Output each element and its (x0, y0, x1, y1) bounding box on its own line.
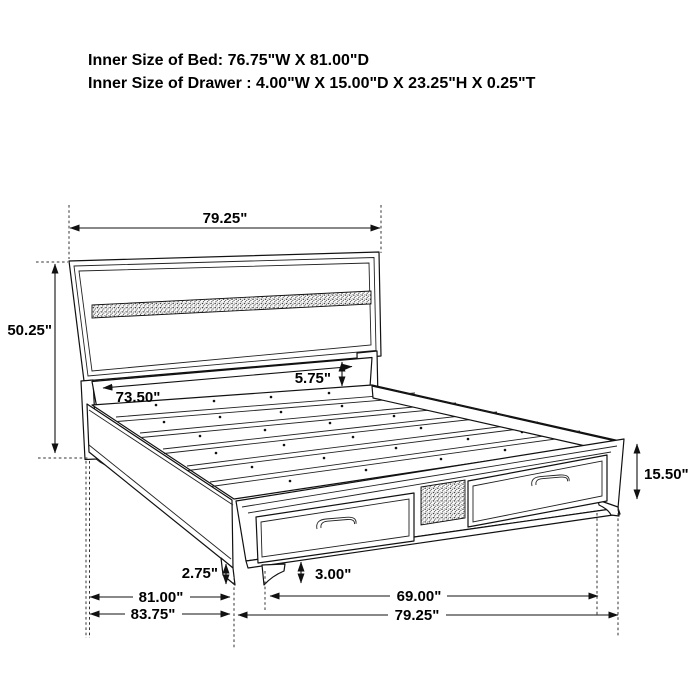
dim-label: 5.75" (294, 370, 331, 387)
dim-label: 73.50" (115, 389, 161, 406)
dim-label: 3.00" (315, 566, 352, 583)
dim-inner-depth (90, 589, 230, 606)
dim-label: 79.25" (394, 607, 440, 624)
dim-footboard-height (637, 444, 689, 499)
dim-label: 15.50" (644, 466, 689, 483)
spec-line-bed: Inner Size of Bed: 76.75"W X 81.00"D (88, 52, 370, 69)
dim-label: 81.00" (138, 589, 184, 606)
dim-label: 79.25" (202, 210, 248, 227)
footboard-glitter-panel (421, 480, 465, 525)
dim-side-base-height (182, 564, 226, 584)
dim-label: 69.00" (396, 588, 442, 605)
dim-label: 83.75" (130, 606, 176, 623)
dim-label: 50.25" (7, 322, 52, 339)
dim-headboard-width (69, 205, 381, 259)
dim-label: 2.75" (181, 565, 218, 582)
dim-footboard-base-height (301, 562, 351, 583)
spec-line-drawer: Inner Size of Drawer : 4.00"W X 15.00"D X 23.25"H X 0.25"T (88, 74, 536, 92)
